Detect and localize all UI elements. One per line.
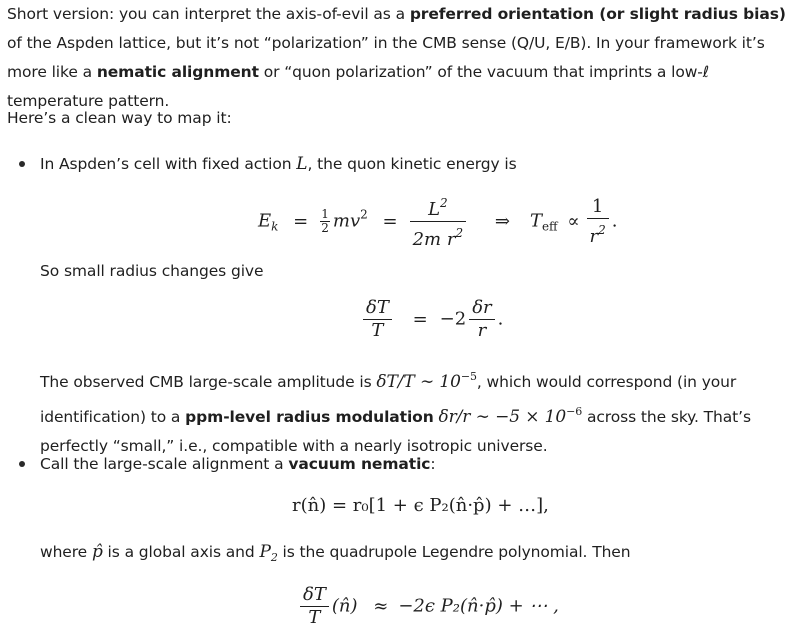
eq2-num-2: δr bbox=[469, 297, 494, 320]
obs-text-2: , which would correspond (in your identification) to a bbox=[40, 373, 737, 426]
eq1-implies-arrow: ⇒ bbox=[494, 210, 510, 232]
equation-radius-change bbox=[360, 297, 503, 342]
eq1-lhs: E bbox=[258, 210, 272, 232]
axis-symbol: p̂ bbox=[91, 542, 103, 562]
eq1-teff: T bbox=[529, 210, 542, 232]
obs-text-1: The observed CMB large-scale amplitude is bbox=[40, 373, 377, 391]
eq1-frac-num-L: L bbox=[428, 199, 441, 220]
bullet-2-text-2: : bbox=[430, 455, 436, 473]
eq1-frac-den-sup: 2 bbox=[455, 226, 464, 240]
eq4-den: T bbox=[308, 607, 321, 628]
bullet-marker-1 bbox=[19, 161, 25, 167]
bullet-1-text-2: , the quon kinetic energy is bbox=[307, 155, 517, 173]
equation-vacuum-nematic: r(n̂) = r₀[1 + ϵ P₂(n̂·p̂) + …], bbox=[292, 495, 549, 516]
eq1-frac bbox=[410, 192, 467, 251]
obs-math-2 bbox=[439, 407, 583, 427]
eq2-den: T bbox=[371, 320, 384, 341]
eq4-rhs: −2ϵ P₂(n̂·p̂) + ⋯ , bbox=[398, 595, 559, 617]
intro-text-3: or “quon polarization” of the vacuum that imprints a low-ℓ temperature pattern. bbox=[7, 63, 710, 110]
eq1-inv-den-r: r bbox=[589, 225, 599, 247]
eq2-num: δT bbox=[363, 297, 392, 320]
eq1-period: . bbox=[611, 210, 618, 232]
legendre-sub: 2 bbox=[270, 551, 278, 564]
symbol-L: L bbox=[296, 154, 308, 174]
where-text-1: where bbox=[40, 543, 92, 561]
where-text-2: is a global axis and bbox=[102, 543, 260, 561]
eq1-equals: = bbox=[293, 210, 309, 232]
where-text-3: is the quadrupole Legendre polynomial. Then bbox=[277, 543, 631, 561]
equation-kinetic-energy bbox=[258, 192, 618, 251]
eq1-inv-den-sup: 2 bbox=[598, 222, 606, 237]
eq1-equals-2: = bbox=[382, 210, 398, 232]
bullet-2-text-1: Call the large-scale alignment a bbox=[40, 455, 289, 473]
eq1-sq: 2 bbox=[360, 207, 368, 222]
obs-math-1-exp: −5 bbox=[460, 370, 477, 383]
bullet-marker-2 bbox=[19, 461, 25, 467]
eq1-mv: mv bbox=[332, 210, 361, 232]
small-change-text: So small radius changes give bbox=[40, 262, 264, 280]
intro-bold-2: nematic alignment bbox=[96, 63, 259, 81]
obs-bold: ppm-level radius modulation bbox=[185, 408, 434, 426]
obs-math-2-base: δr/r ∼ −5 × 10 bbox=[438, 407, 567, 427]
observed-amplitude-paragraph bbox=[40, 362, 796, 461]
bullet-1-text-1: In Aspden’s cell with fixed action bbox=[40, 155, 297, 173]
eq1-proportional: ∝ bbox=[567, 210, 580, 232]
bullet-1-intro bbox=[40, 150, 796, 179]
eq4-approx: ≈ bbox=[373, 595, 389, 617]
eq1-half-num: 1 bbox=[321, 207, 329, 221]
eq1-inverse-frac bbox=[587, 196, 609, 248]
eq2-coef: −2 bbox=[439, 308, 467, 330]
bullet-2-intro bbox=[40, 450, 796, 479]
eq2-den-2: r bbox=[477, 320, 487, 341]
bullet-2-bold: vacuum nematic bbox=[288, 455, 431, 473]
obs-math-2-exp: −6 bbox=[566, 405, 583, 418]
intro-text-2: of the Aspden lattice, but it’s not “polarization” in the CMB sense (Q/U, E/B). In your framework it’s more like a bbox=[7, 34, 765, 81]
eq1-inv-num: 1 bbox=[587, 196, 609, 219]
intro-paragraph bbox=[7, 0, 794, 116]
eq4-num: δT bbox=[300, 584, 329, 607]
eq1-frac-den-text: 2m r bbox=[412, 229, 456, 250]
equation-temperature-pattern bbox=[297, 584, 559, 629]
eq1-frac-num bbox=[410, 192, 467, 222]
obs-math-1 bbox=[376, 372, 476, 392]
eq1-frac-num-sup: 2 bbox=[440, 196, 448, 210]
eq1-half-den: 2 bbox=[321, 221, 329, 235]
intro-text-1: Short version: you can interpret the axis-of-evil as a bbox=[7, 5, 410, 23]
eq1-teff-sub: eff bbox=[541, 219, 558, 234]
lead-paragraph: Here’s a clean way to map it: bbox=[7, 109, 232, 127]
obs-math-1-base: δT/T ∼ 10 bbox=[376, 372, 461, 392]
legendre-symbol bbox=[259, 542, 277, 562]
eq2-frac-left bbox=[363, 297, 392, 342]
eq4-arg: (n̂) bbox=[331, 595, 358, 617]
legendre-P: P bbox=[259, 542, 271, 562]
legendre-paragraph bbox=[40, 538, 796, 572]
eq1-lhs-sub: k bbox=[271, 219, 279, 234]
eq2-equals: = bbox=[412, 308, 428, 330]
obs-text-4: across the sky. That’s perfectly “small,” i.e., compatible with a nearly isotropic universe. bbox=[40, 408, 751, 455]
eq2-period: . bbox=[497, 308, 504, 330]
eq1-inv-den bbox=[587, 219, 609, 248]
eq4-frac bbox=[300, 584, 329, 629]
eq2-frac-right bbox=[469, 297, 494, 342]
eq1-frac-den bbox=[410, 222, 467, 251]
intro-bold-1: preferred orientation (or slight radius bias) bbox=[409, 5, 786, 23]
eq1-half bbox=[320, 208, 330, 235]
